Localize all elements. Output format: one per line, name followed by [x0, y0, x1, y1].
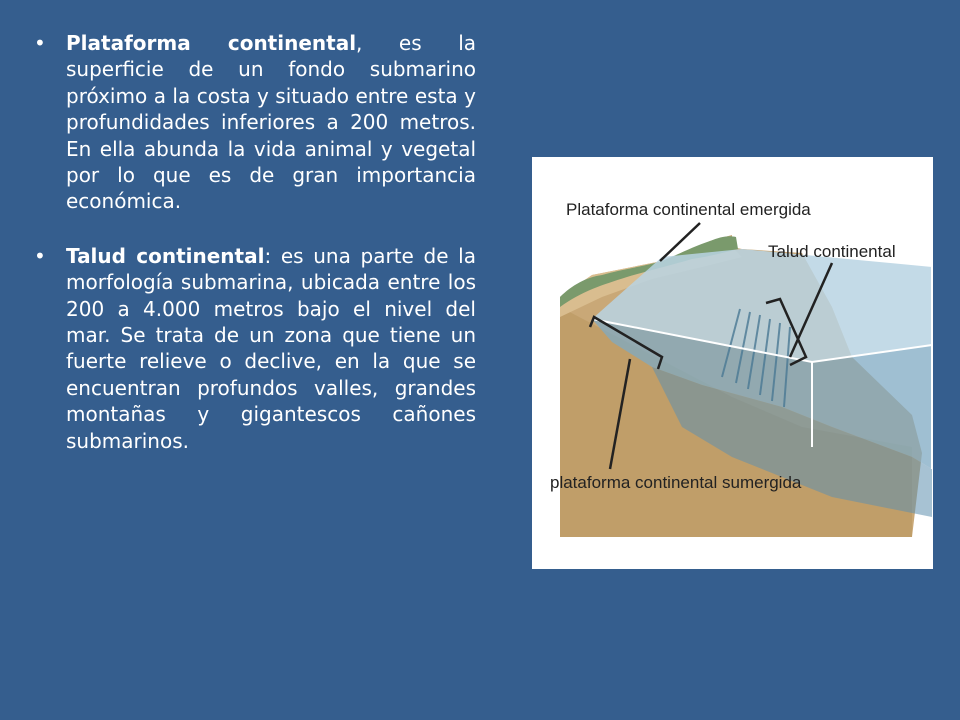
bullet-plataforma [34, 30, 476, 215]
label-sumergida: plataforma continental sumergida [550, 473, 802, 492]
text-talud: : es una parte de la morfología submarina, ubicada entre los 200 a 4.000 metros bajo el nivel del mar. Se trata de un zona que tiene un fuerte relieve o declive, en la que se encuentran profundos valles, grandes montañas y gigantescos cañones submarinos. [66, 243, 476, 453]
bullet-dot: • [34, 243, 46, 268]
term-talud: Talud continental [66, 243, 265, 268]
text-plataforma: , es la superficie de un fondo submarino próximo a la costa y situado entre esta y profundidades inferiores a 200 metros. En ella abunda la vida animal y vegetal por lo que es de gran importancia económica. [66, 31, 476, 214]
bullet-list [34, 30, 476, 482]
label-talud: Talud continental [768, 242, 896, 261]
bullet-talud [34, 243, 476, 454]
diagram-illustration [532, 157, 933, 569]
bullet-dot: • [34, 31, 46, 55]
continental-shelf-diagram [532, 157, 933, 569]
term-plataforma: Plataforma continental [66, 31, 357, 55]
label-emergida: Plataforma continental emergida [566, 200, 811, 219]
